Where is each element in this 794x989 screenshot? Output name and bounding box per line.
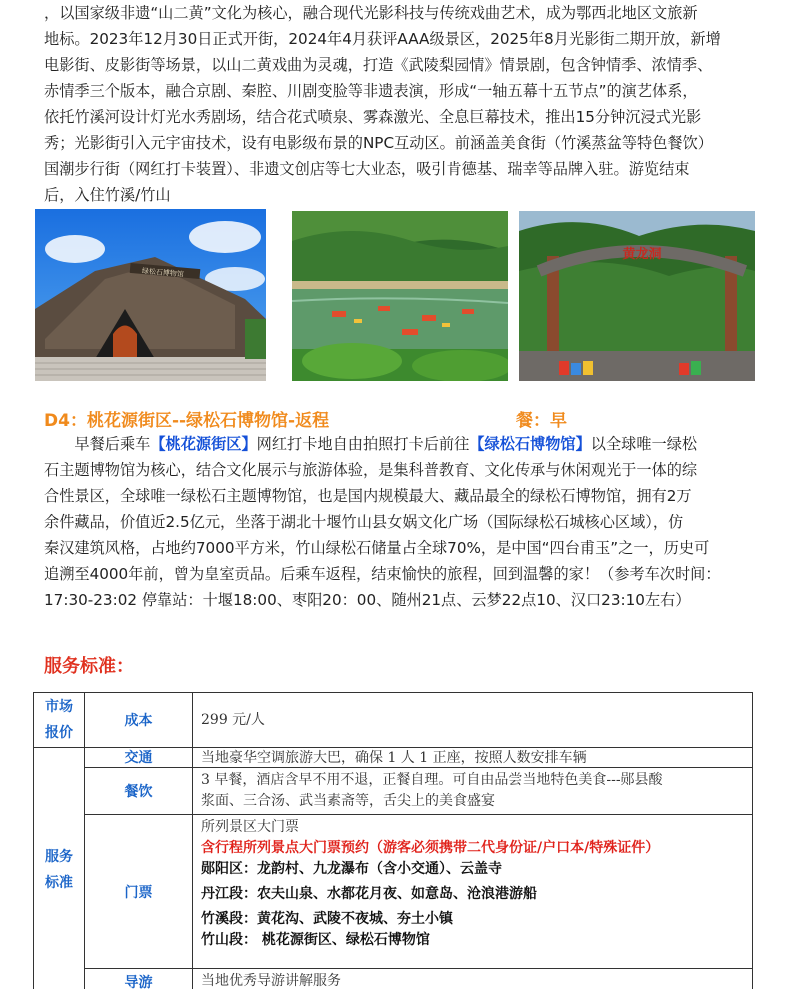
tickets-yunyang: 郧阳区：龙韵村、九龙瀑布（含小交通）、云盖寺 — [201, 861, 502, 877]
guide-value: 当地优秀导游讲解服务 — [193, 969, 753, 989]
scenic-gate-photo — [519, 211, 755, 381]
day4-meal: 餐：早 — [516, 411, 567, 431]
intro-line: ，以国家级非遗“山二黄”文化为核心，融合现代光影科技与传统戏曲艺术，成为鄂西北地区文旅新 — [44, 4, 698, 22]
intro-paragraph — [44, 0, 748, 208]
day4-line: 追溯至4000年前，曾为皇室贡品。后乘车返程，结束愉快的旅程，回到温馨的家！（参考车次时间： — [44, 565, 721, 583]
cost-value: 299 元/人 — [193, 693, 753, 748]
day4-first-line — [44, 431, 748, 457]
tickets-danjiang: 丹江段：农夫山泉、水都花月夜、如意岛、沧浪港游船 — [201, 886, 537, 902]
intro-line: 电影街、皮影街等场景，以山二黄戏曲为灵魂，打造《武陵梨园情》情景剧，包含钟情季、浓情季、 — [44, 56, 713, 74]
tickets-line: 所列景区大门票 — [201, 819, 299, 835]
spot-taohuayuan: 【桃花源街区】 — [150, 435, 257, 453]
guide-label: 导游 — [85, 969, 193, 989]
intro-line: 国潮步行街（网红打卡装置）、非遗文创店等七大业态，吸引肯德基、瑞幸等品牌入驻。游览结束 — [44, 160, 690, 178]
museum-photo — [35, 209, 266, 381]
service-standards-title: 服务标准： — [44, 656, 134, 677]
transport-value: 当地豪华空调旅游大巴，确保 1 人 1 正座，按照人数安排车辆 — [193, 748, 753, 768]
intro-line: 后，入住竹溪/竹山 — [44, 186, 171, 204]
day4-heading — [44, 406, 748, 434]
table-row — [34, 693, 753, 748]
gate-sign-text: 黄龙洞 — [622, 247, 662, 262]
tickets-zhuxi: 竹溪段：黄花沟、武陵不夜城、夯土小镇 — [201, 911, 453, 927]
intro-line: 秀；光影街引入元宇宙技术，设有电影级布景的NPC互动区。前涵盖美食街（竹溪蒸盆等特色餐饮） — [44, 134, 713, 152]
tickets-label: 门票 — [85, 815, 193, 969]
spot-turquoise-museum: 【绿松石博物馆】 — [469, 435, 591, 453]
day4-paragraph — [44, 431, 748, 613]
tickets-value — [193, 815, 753, 969]
tickets-notice: 含行程所列景点大门票预约（游客必须携带二代身份证/户口本/特殊证件） — [201, 840, 660, 856]
day4-line: 秦汉建筑风格，占地约7000平方米，竹山绿松石储量占全球70%，是中国“四台甫玉”之一，历史可 — [44, 539, 710, 557]
intro-line: 依托竹溪河设计灯光水秀剧场，结合花式喷泉、雾森激光、全息巨幕技术，推出15分钟沉浸式光影 — [44, 108, 702, 126]
intro-line: 地标。2023年12月30日正式开街，2024年4月获评AAA级景区，2025年8月光影街二期开放，新增 — [44, 30, 721, 48]
day4-text: 网红打卡地自由拍照打卡后前往 — [256, 435, 470, 453]
meals-value: 3 早餐，酒店含早不用不退，正餐自理。可自由品尝当地特色美食---郧县酸 浆面、三合汤、武当素斋等，舌尖上的美食盛宴 — [193, 768, 753, 815]
transport-label: 交通 — [85, 748, 193, 768]
museum-sign-text: 绿松石博物馆 — [141, 267, 185, 279]
day4-title: D4：桃花源街区--绿松石博物馆-返程 — [44, 411, 330, 431]
day4-line: 余件藏品，价值近2.5亿元，坐落于湖北十堰竹山县女娲文化广场（国际绿松石城核心区域），仿 — [44, 513, 684, 531]
day4-text: 早餐后乘车 — [74, 435, 151, 453]
service-table — [33, 692, 753, 989]
intro-line: 赤情季三个版本，融合京剧、秦腔、川剧变脸等非遗表演，形成“一轴五幕十五节点”的演艺体系， — [44, 82, 698, 100]
day4-line: 石主题博物馆为核心，结合文化展示与旅游体验，是集科普教育、文化传承与休闲观光于一体的综 — [44, 461, 698, 479]
table-row — [34, 815, 753, 969]
table-row — [34, 768, 753, 815]
table-row — [34, 748, 753, 768]
meals-label: 餐饮 — [85, 768, 193, 815]
lake-boats-photo — [292, 211, 508, 381]
cost-label: 成本 — [85, 693, 193, 748]
day4-text: 以全球唯一绿松 — [590, 435, 698, 453]
table-row — [34, 969, 753, 989]
tickets-zhushan: 竹山段： 桃花源街区、绿松石博物馆 — [201, 932, 430, 948]
service-standards-label: 服务 标准 — [34, 748, 85, 989]
day4-line: 合性景区，全球唯一绿松石主题博物馆，也是国内规模最大、藏品最全的绿松石博物馆，拥有2万 — [44, 487, 692, 505]
market-price-label: 市场 报价 — [34, 693, 85, 748]
day4-line: 17:30-23:02 停靠站：十堰18:00、枣阳20：00、随州21点、云梦22点10、汉口23:10左右） — [44, 591, 691, 609]
